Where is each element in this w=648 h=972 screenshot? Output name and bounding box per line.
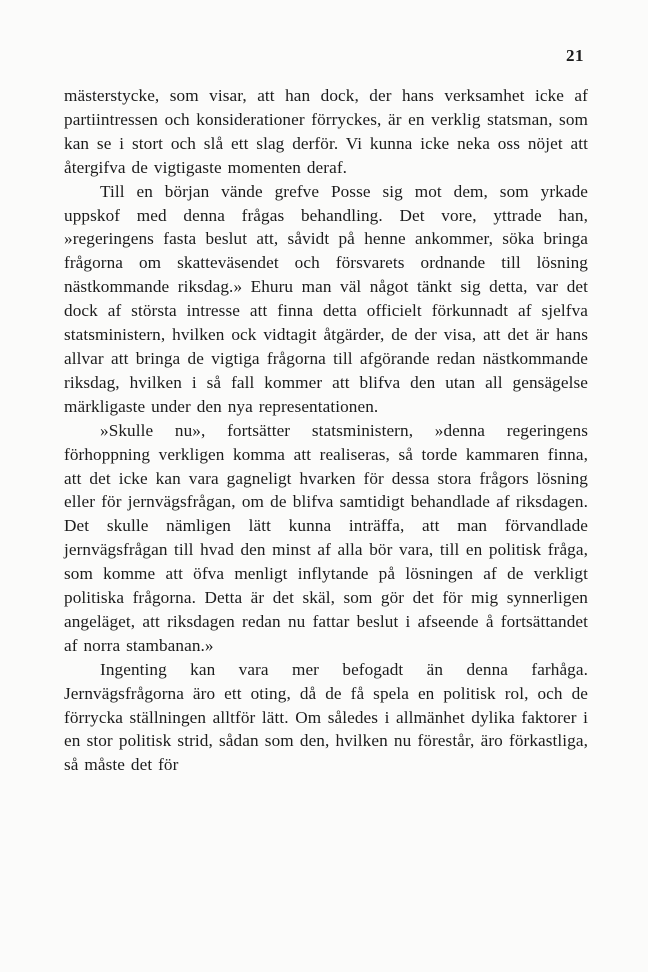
paragraph: Till en början vände grefve Posse sig mot dem, som yrkade uppskof med denna frågas behandling. Det vore, yttrade han, »regeringens fasta beslut att, såvidt på henne ankommer, söka bringa frågorna om skatteväsendet och försvarets ordnande till lösning nästkommande riksdag.» Ehuru man väl något tänkt sig detta, var det dock af största intresse att finna detta officielt förkunnadt af sjelfva statsministern, hvilken ock vidtagit åtgärder, de der visa, att det är hans allvar att bringa de vigtiga frågorna till afgörande redan nästkommande riksdag, hvilken i så fall kommer att blifva den utan all gensägelse märkligaste under den nya representationen. [64,181,588,416]
paragraph: »Skulle nu», fortsätter statsministern, »denna regeringens förhoppning verkligen komma att realiseras, så torde kammaren finna, att det icke kan vara gagneligt hvarken för dessa stora frågors lösning eller för jernvägsfrågan, om de blifva samtidigt behandlade af riksdagen. Det skulle nämligen lätt kunna inträffa, att man förvandlade jernvägsfrågan till hvad den minst af alla bör vara, till en politisk fråga, som komme att öfva menligt inflytande på lösningen af de verkligt politiska frågorna. Detta är det skäl, som gör det för mig synnerligen angeläget, att riksdagen redan nu fattar beslut i afseende å fortsättandet af norra stambanan.» [64,420,588,655]
page-number: 21 [566,46,584,65]
paragraph: Ingenting kan vara mer befogadt än denna farhåga. Jernvägsfrågorna äro ett oting, då de få spela en politisk rol, och de förrycka ställningen alltför lätt. Om således i allmänhet dylika faktorer i en stor politisk strid, sådan som den, hvilken nu förestår, äro förkastliga, så måste det för [64,659,588,775]
text-block [64,84,588,777]
paragraph-continuation: mästerstycke, som visar, att han dock, der hans verksamhet icke af partiintressen och konsiderationer förryckes, är en verklig statsman, som kan se i stort och slå ett slag derför. Vi kunna icke neka oss nöjet att återgifva de vigtigaste momenten deraf. [64,86,588,177]
